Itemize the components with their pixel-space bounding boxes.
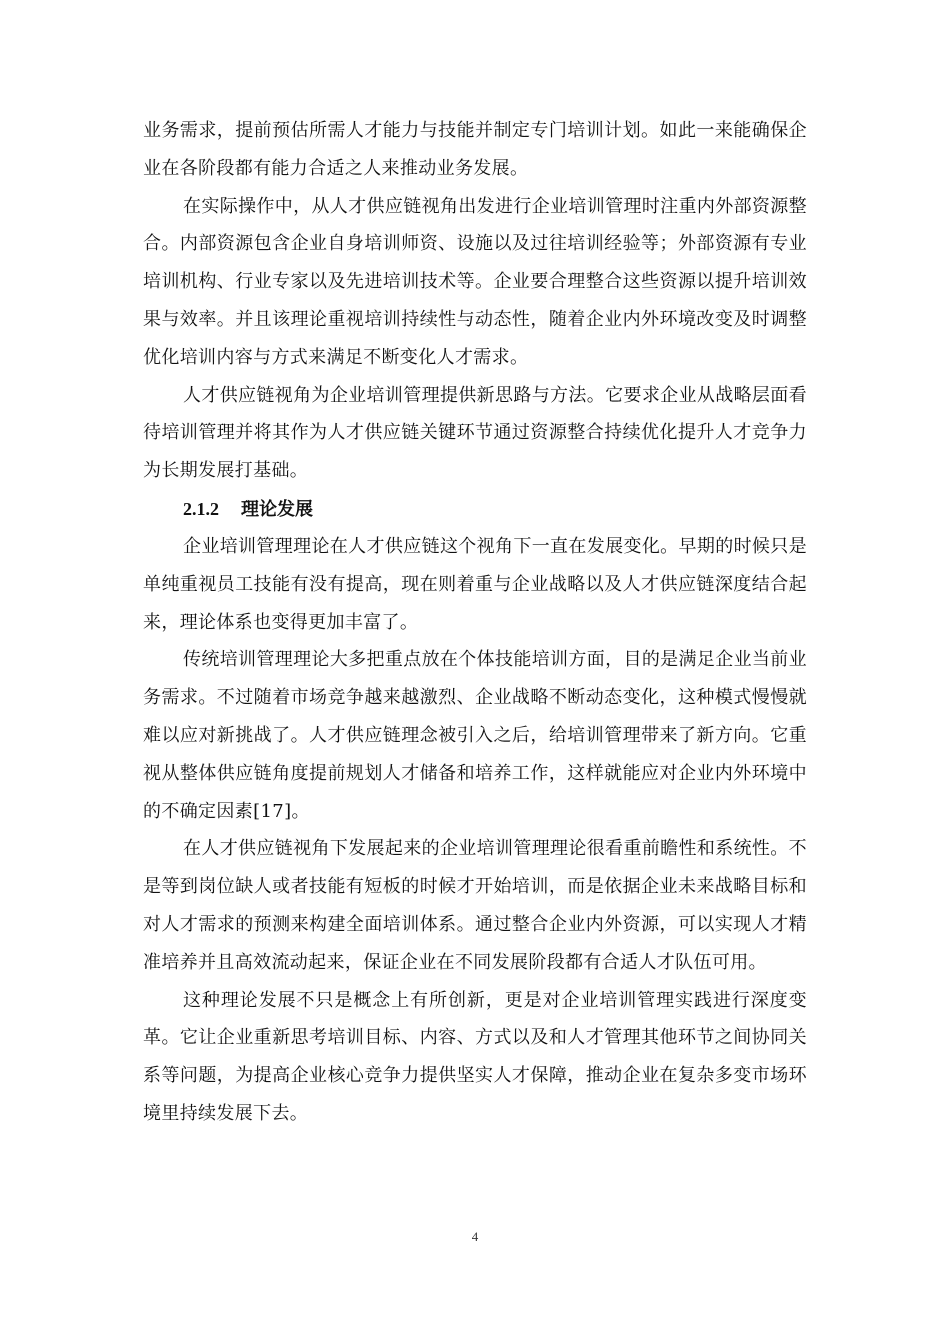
paragraph: 这种理论发展不只是概念上有所创新，更是对企业培训管理实践进行深度变革。它让企业重新思考培训目标、内容、方式以及和人才管理其他环节之间协同关系等问题，为提高企业核心竞争力提供坚实人才保障，推动企业在复杂多变市场环境里持续发展下去。 [143, 989, 807, 1124]
section-heading [143, 490, 807, 528]
paragraph: 企业培训管理理论在人才供应链这个视角下一直在发展变化。早期的时候只是单纯重视员工技能有没有提高，现在则着重与企业战略以及人才供应链深度结合起来，理论体系也变得更加丰富了。 [143, 535, 807, 633]
page-number: 4 [471, 1229, 479, 1244]
paragraph-continued: 业务需求，提前预估所需人才能力与技能并制定专门培训计划。如此一来能确保企业在各阶段都有能力合适之人来推动业务发展。 [143, 120, 807, 179]
paragraph: 人才供应链视角为企业培训管理提供新思路与方法。它要求企业从战略层面看待培训管理并将其作为人才供应链关键环节通过资源整合持续优化提升人才竞争力为长期发展打基础。 [143, 384, 807, 482]
paragraph: 在人才供应链视角下发展起来的企业培训管理理论很看重前瞻性和系统性。不是等到岗位缺人或者技能有短板的时候才开始培训，而是依据企业未来战略目标和对人才需求的预测来构建全面培训体系。通过整合企业内外资源，可以实现人才精准培养并且高效流动起来，保证企业在不同发展阶段都有合适人才队伍可用。 [143, 838, 807, 973]
paragraph: 在实际操作中，从人才供应链视角出发进行企业培训管理时注重内外部资源整合。内部资源包含企业自身培训师资、设施以及过往培训经验等；外部资源有专业培训机构、行业专家以及先进培训技术等。企业要合理整合这些资源以提升培训效果与效率。并且该理论重视培训持续性与动态性，随着企业内外环境改变及时调整优化培训内容与方式来满足不断变化人才需求。 [143, 195, 807, 368]
section-title: 理论发展 [241, 498, 313, 520]
paragraph: 传统培训管理理论大多把重点放在个体技能培训方面，目的是满足企业当前业务需求。不过随着市场竞争越来越激烈、企业战略不断动态变化，这种模式慢慢就难以应对新挑战了。人才供应链理念被引入之后，给培训管理带来了新方向。它重视从整体供应链角度提前规划人才储备和培养工作，这样就能应对企业内外环境中的不确定因素[17]。 [143, 649, 807, 822]
section-number: 2.1.2 [183, 498, 219, 519]
page-body [143, 112, 807, 1133]
